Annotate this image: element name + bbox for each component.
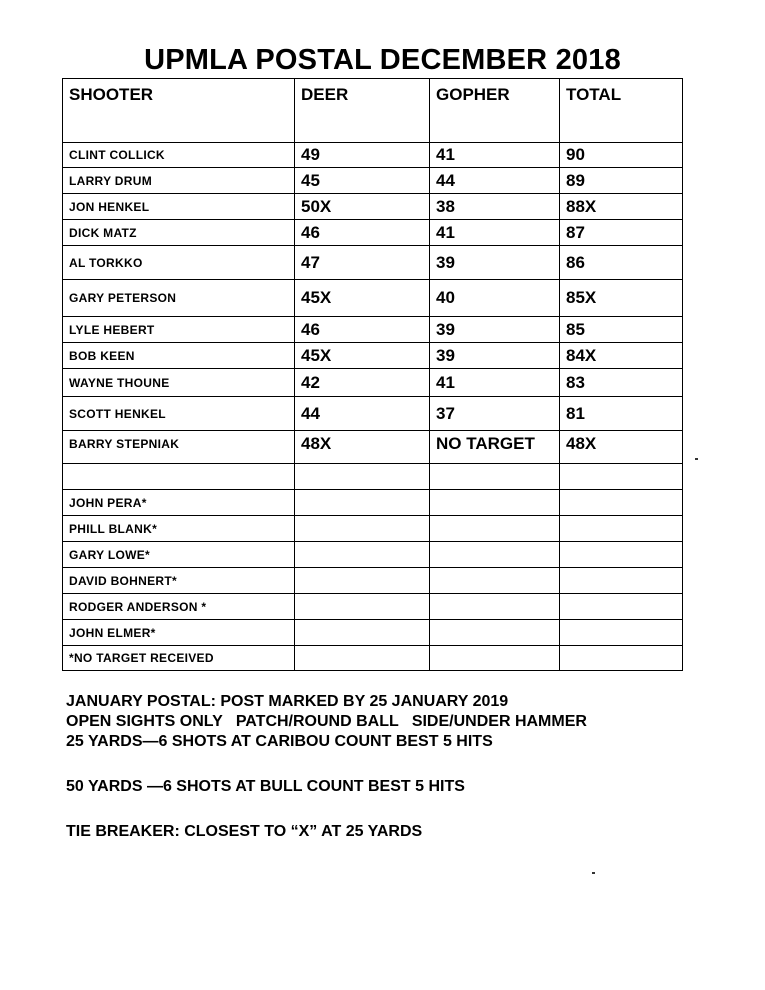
deer-score: 42 [295, 369, 430, 397]
shooter-name: BOB KEEN [63, 343, 295, 369]
shooter-name: LYLE HEBERT [63, 317, 295, 343]
deer-score [295, 620, 430, 646]
gopher-score: 41 [430, 369, 560, 397]
deer-score [295, 646, 430, 671]
gopher-score [430, 594, 560, 620]
table-row [63, 594, 683, 620]
table-row [63, 516, 683, 542]
table-row [63, 246, 683, 280]
table-row [63, 194, 683, 220]
total-score: 86 [560, 246, 683, 280]
total-score: 85X [560, 280, 683, 317]
total-score: 83 [560, 369, 683, 397]
gopher-score [430, 620, 560, 646]
total-score [560, 620, 683, 646]
total-score [560, 594, 683, 620]
gopher-score: 40 [430, 280, 560, 317]
total-score [560, 542, 683, 568]
table-row [63, 464, 683, 490]
table-row [63, 646, 683, 671]
gopher-score [430, 490, 560, 516]
deer-score [295, 542, 430, 568]
shooter-name: SCOTT HENKEL [63, 397, 295, 431]
shooter-name: WAYNE THOUNE [63, 369, 295, 397]
total-score [560, 490, 683, 516]
table-row [63, 317, 683, 343]
table-row [63, 280, 683, 317]
note-25-yards: 25 YARDS—6 SHOTS AT CARIBOU COUNT BEST 5 HITS [66, 733, 493, 750]
header-row [63, 79, 683, 143]
gopher-score: NO TARGET [430, 431, 560, 464]
table-row [63, 143, 683, 168]
gopher-score: 44 [430, 168, 560, 194]
shooter-name: JOHN ELMER* [63, 620, 295, 646]
total-score [560, 568, 683, 594]
deer-score: 47 [295, 246, 430, 280]
note-50-yards: 50 YARDS —6 SHOTS AT BULL COUNT BEST 5 HITS [66, 778, 465, 795]
deer-score [295, 594, 430, 620]
total-score [560, 646, 683, 671]
total-score: 90 [560, 143, 683, 168]
shooter-name: BARRY STEPNIAK [63, 431, 295, 464]
table-row [63, 620, 683, 646]
deer-score: 50X [295, 194, 430, 220]
note-sight-rules: OPEN SIGHTS ONLY PATCH/ROUND BALL SIDE/UNDER HAMMER [66, 713, 587, 730]
total-score: 87 [560, 220, 683, 246]
shooter-name [63, 464, 295, 490]
table-row [63, 168, 683, 194]
table-row [63, 343, 683, 369]
gopher-score [430, 646, 560, 671]
deer-score: 49 [295, 143, 430, 168]
deer-score: 45X [295, 280, 430, 317]
shooter-name: JOHN PERA* [63, 490, 295, 516]
table-row [63, 431, 683, 464]
table-row [63, 369, 683, 397]
deer-score: 45 [295, 168, 430, 194]
table-row [63, 490, 683, 516]
total-score: 88X [560, 194, 683, 220]
shooter-name: CLINT COLLICK [63, 143, 295, 168]
gopher-score: 39 [430, 343, 560, 369]
shooter-name: RODGER ANDERSON * [63, 594, 295, 620]
shooter-name: JON HENKEL [63, 194, 295, 220]
gopher-score [430, 516, 560, 542]
gopher-score: 41 [430, 143, 560, 168]
scan-speck [695, 458, 698, 460]
table-row [63, 397, 683, 431]
shooter-name: PHILL BLANK* [63, 516, 295, 542]
deer-score [295, 464, 430, 490]
gopher-score [430, 542, 560, 568]
total-score: 48X [560, 431, 683, 464]
header-deer: DEER [295, 79, 430, 143]
scan-speck [592, 872, 595, 874]
deer-score: 45X [295, 343, 430, 369]
shooter-name: LARRY DRUM [63, 168, 295, 194]
deer-score: 46 [295, 220, 430, 246]
gopher-score [430, 568, 560, 594]
note-tie-breaker: TIE BREAKER: CLOSEST TO “X” AT 25 YARDS [66, 823, 423, 840]
shooter-name: *NO TARGET RECEIVED [63, 646, 295, 671]
scores-table [62, 78, 683, 671]
shooter-name: GARY LOWE* [63, 542, 295, 568]
total-score: 81 [560, 397, 683, 431]
deer-score [295, 568, 430, 594]
postal-notes [66, 692, 726, 842]
shooter-name: GARY PETERSON [63, 280, 295, 317]
gopher-score: 39 [430, 317, 560, 343]
shooter-name: DICK MATZ [63, 220, 295, 246]
header-gopher: GOPHER [430, 79, 560, 143]
gopher-score [430, 464, 560, 490]
deer-score: 44 [295, 397, 430, 431]
gopher-score: 37 [430, 397, 560, 431]
total-score [560, 516, 683, 542]
header-total: TOTAL [560, 79, 683, 143]
total-score: 84X [560, 343, 683, 369]
deer-score: 48X [295, 431, 430, 464]
deer-score [295, 490, 430, 516]
header-shooter: SHOOTER [63, 79, 295, 143]
deer-score [295, 516, 430, 542]
page-title: UPMLA POSTAL DECEMBER 2018 [144, 44, 621, 76]
total-score: 85 [560, 317, 683, 343]
table-row [63, 220, 683, 246]
total-score: 89 [560, 168, 683, 194]
shooter-name: DAVID BOHNERT* [63, 568, 295, 594]
shooter-name: AL TORKKO [63, 246, 295, 280]
deer-score: 46 [295, 317, 430, 343]
table-row [63, 568, 683, 594]
gopher-score: 38 [430, 194, 560, 220]
gopher-score: 41 [430, 220, 560, 246]
note-postmark-deadline: JANUARY POSTAL: POST MARKED BY 25 JANUARY 2019 [66, 693, 509, 710]
table-row [63, 542, 683, 568]
gopher-score: 39 [430, 246, 560, 280]
total-score [560, 464, 683, 490]
